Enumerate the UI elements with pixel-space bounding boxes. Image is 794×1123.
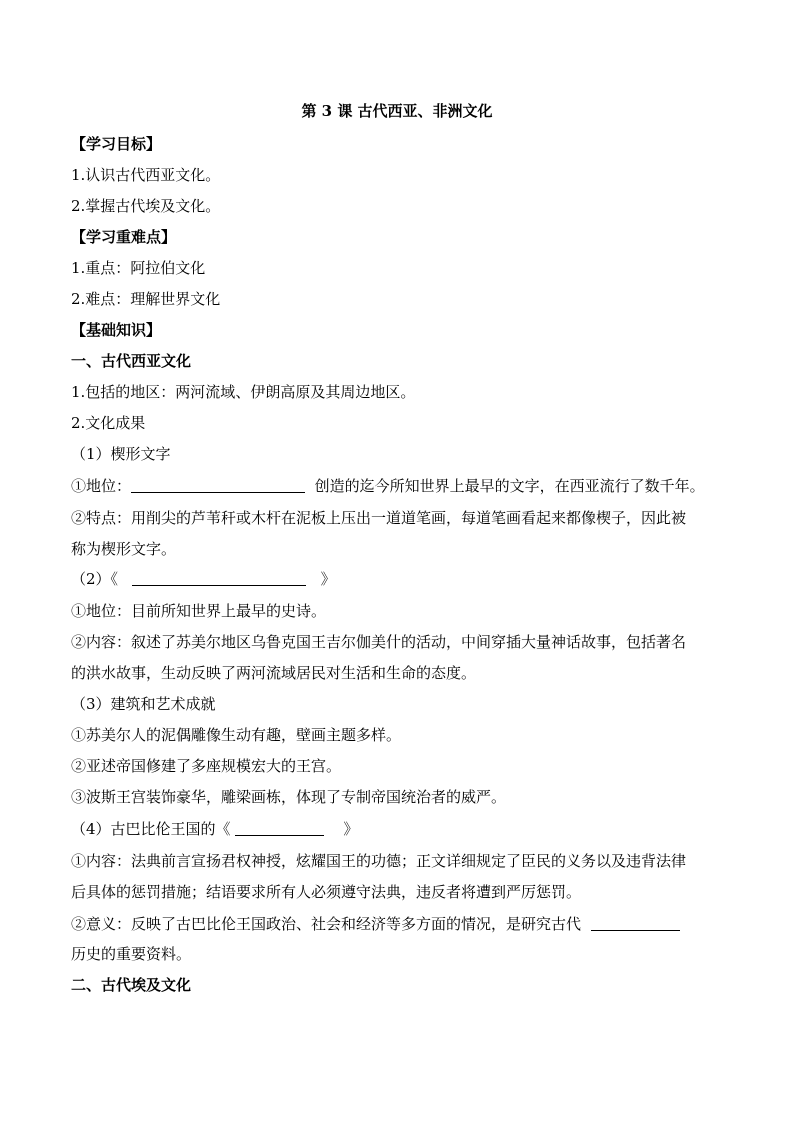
architecture-item-3: ③波斯王宫装饰豪华，雕梁画栋，体现了专制帝国统治者的威严。 [71, 788, 507, 806]
fill-blank-2[interactable] [132, 569, 306, 586]
code-content-line-2: 后具体的惩罚措施；结语要求所有人必须遵守法典，违反者将遭到严厉惩罚。 [71, 883, 582, 901]
cuneiform-feature-line-1: ②特点：用削尖的芦苇秆或木杆在泥板上压出一道道笔画，每道笔画看起来都像楔子，因此被 [71, 509, 687, 527]
code-significance-line-2: 历史的重要资料。 [71, 945, 192, 963]
paragraph-region: 1.包括的地区：两河流域、伊朗高原及其周边地区。 [71, 383, 416, 401]
paragraph-achievements: 2.文化成果 [71, 414, 146, 432]
code-heading-line [71, 819, 358, 839]
architecture-item-1: ①苏美尔人的泥偶雕像生动有趣，壁画主题多样。 [71, 726, 402, 744]
code-heading-suffix: 》 [343, 820, 359, 838]
epic-status: ①地位：目前所知世界上最早的史诗。 [71, 602, 327, 620]
code-content-line-1: ①内容：法典前言宣扬君权神授，炫耀国王的功德；正文详细规定了臣民的义务以及违背法律 [71, 852, 687, 870]
code-significance-text: ②意义：反映了古巴比伦王国政治、社会和经济等多方面的情况，是研究古代 [71, 915, 582, 933]
epic-heading-suffix: 》 [320, 570, 336, 588]
goal-1: 1.认识古代西亚文化。 [71, 166, 221, 184]
epic-content-line-1: ②内容：叙述了苏美尔地区乌鲁克国王吉尔伽美什的活动，中间穿插大量神话故事，包括著名 [71, 633, 687, 651]
cuneiform-status-text: 创造的迄今所知世界上最早的文字，在西亚流行了数千年。 [314, 477, 705, 495]
key-points-heading: 【学习重难点】 [71, 228, 177, 246]
fill-blank-1[interactable] [131, 476, 305, 493]
cuneiform-status-line [71, 476, 705, 496]
architecture-item-2: ②亚述帝国修建了多座规模宏大的王宫。 [71, 757, 342, 775]
lesson-title: 第 3 课 古代西亚、非洲文化 [301, 102, 493, 120]
code-significance-line-1 [71, 914, 680, 934]
fill-blank-3[interactable] [235, 819, 324, 836]
key-point-2: 2.难点：理解世界文化 [71, 290, 221, 308]
key-point-1: 1.重点：阿拉伯文化 [71, 259, 206, 277]
cuneiform-status-label: ①地位： [71, 477, 132, 495]
section-2-heading: 二、古代埃及文化 [71, 976, 192, 994]
section-1-heading: 一、古代西亚文化 [71, 352, 192, 370]
fill-blank-4[interactable] [591, 914, 680, 931]
subheading-architecture: （3）建筑和艺术成就 [71, 695, 216, 713]
code-heading-prefix: （4）古巴比伦王国的《 [71, 820, 231, 838]
cuneiform-feature-line-2: 称为楔形文字。 [71, 540, 177, 558]
epic-heading-prefix: （2）《 [71, 570, 119, 588]
goal-2: 2.掌握古代埃及文化。 [71, 197, 221, 215]
subheading-cuneiform: （1）楔形文字 [71, 445, 171, 463]
goals-heading: 【学习目标】 [71, 135, 162, 153]
epic-content-line-2: 的洪水故事，生动反映了两河流域居民对生活和生命的态度。 [71, 664, 477, 682]
epic-heading-line [71, 569, 336, 589]
basic-knowledge-heading: 【基础知识】 [71, 321, 162, 339]
